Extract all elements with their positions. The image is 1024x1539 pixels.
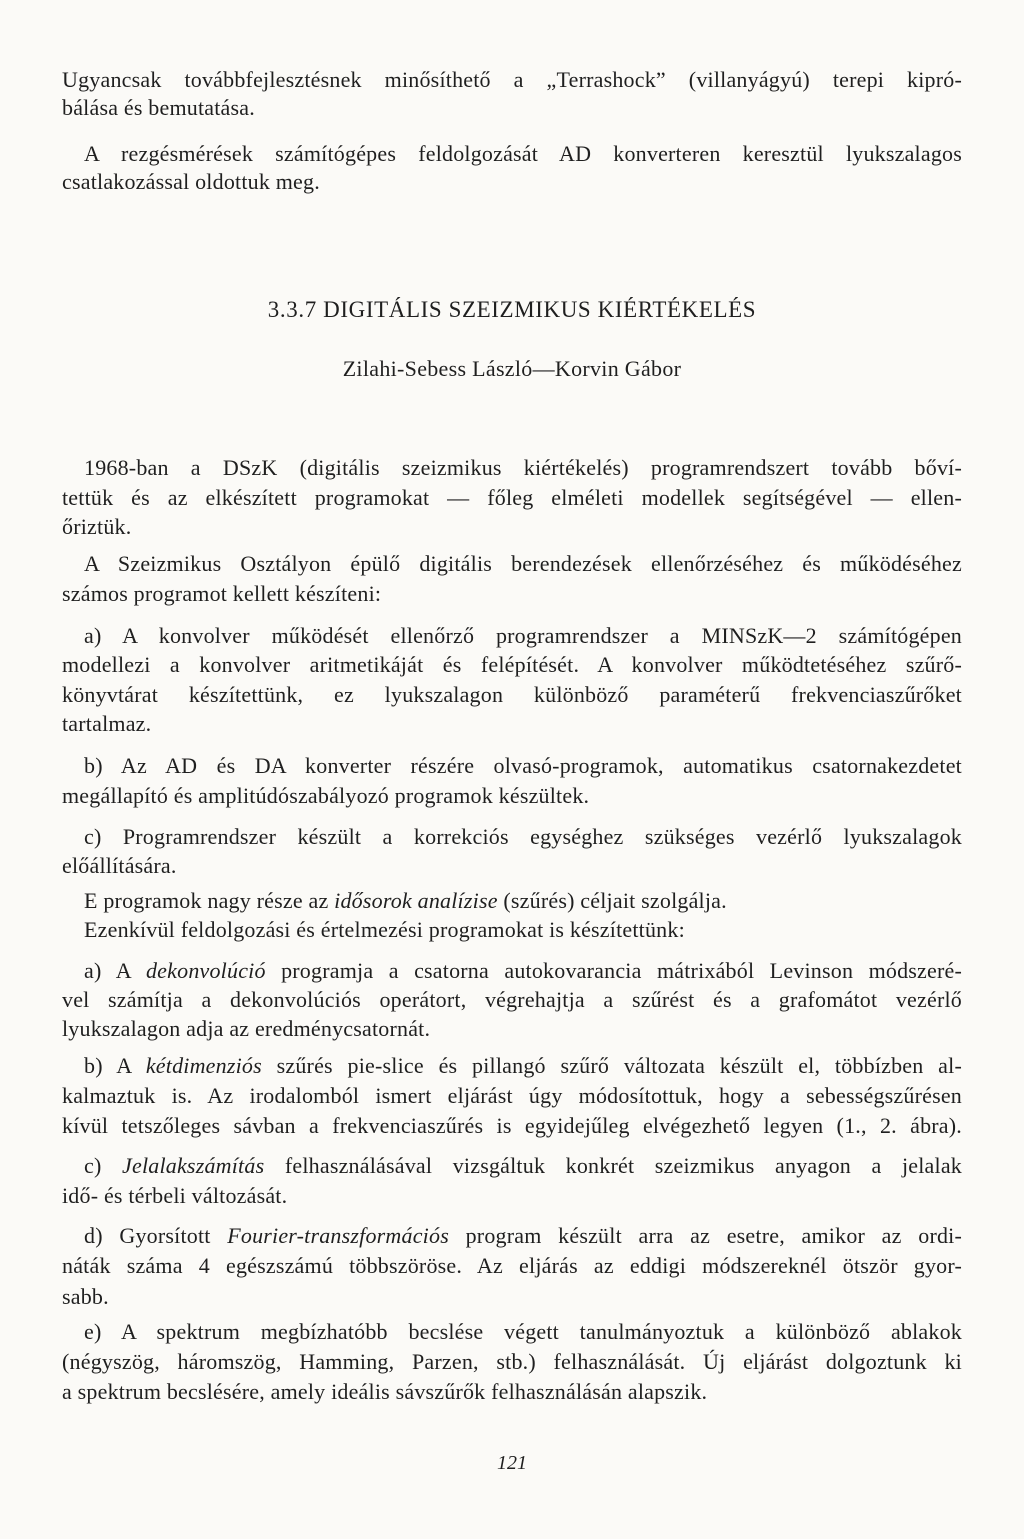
section-authors: Zilahi-Sebess László—Korvin Gábor <box>342 356 682 381</box>
item-b1-line-2: megállapító és amplitúdószabályozó programok készültek. <box>62 783 590 808</box>
item-c2-post: felhasználásával vizsgáltuk konkrét szeizmikus anyagon a jelalak <box>264 1153 962 1178</box>
item-a2-pre: a) A <box>84 958 146 983</box>
p3-emphasis: idősorok analízise <box>334 888 498 913</box>
intro-line-4: csatlakozással oldottuk meg. <box>62 169 320 194</box>
intro-line-2: bálása és bemutatása. <box>62 95 255 120</box>
item-e2-line-1: e) A spektrum megbízhatóbb becslése végett tanulmányoztuk a különböző ablakok <box>84 1319 962 1344</box>
item-d2-pre: d) Gyorsított <box>84 1223 228 1248</box>
item-b2-line-1 <box>84 1052 962 1080</box>
p1-line-3: őriztük. <box>62 514 132 539</box>
item-d2-line-3: sabb. <box>62 1284 109 1309</box>
item-a1-line-4: tartalmaz. <box>62 711 152 736</box>
p2-line-2: számos programot kellett készíteni: <box>62 581 382 606</box>
p3-line <box>84 887 984 915</box>
item-a2-line-1 <box>84 957 962 985</box>
item-a2-emphasis: dekonvolúció <box>145 958 266 983</box>
item-a1-line-1: a) A konvolver működését ellenőrző programrendszer a MINSzK—2 számítógépen <box>84 623 962 648</box>
item-a1-line-3: könyvtárat készítettünk, ez lyukszalagon különböző paraméterű frekvenciaszűrőket <box>62 682 962 707</box>
item-a2-line-3: lyukszalagon adja az eredménycsatornát. <box>62 1016 431 1041</box>
p1-line-2: tettük és az elkészített programokat — főleg elméleti modellek segítségével — ellen- <box>62 485 962 510</box>
item-c1-line-2: előállítására. <box>62 853 177 878</box>
item-b2-line-2: kalmaztuk is. Az irodalomból ismert eljárást úgy módosítottuk, hogy a sebességszűrésen <box>62 1083 962 1108</box>
p2-line-1: A Szeizmikus Osztályon épülő digitális berendezések ellenőrzéséhez és működéséhez <box>84 551 962 576</box>
p4-line: Ezenkívül feldolgozási és értelmezési programokat is készítettünk: <box>84 917 685 942</box>
item-e2-line-3: a spektrum becslésére, amely ideális sávszűrők felhasználásán alapszik. <box>62 1379 708 1404</box>
item-a1-line-2: modellezi a konvolver aritmetikáját és felépítését. A konvolver működtetéséhez szűrő- <box>62 652 962 677</box>
intro-line-3: A rezgésmérések számítógépes feldolgozását AD konverteren keresztül lyukszalagos <box>84 141 962 166</box>
item-d2-emphasis: Fourier-transzformációs <box>227 1223 449 1248</box>
item-c2-line-1 <box>84 1152 962 1180</box>
item-e2-line-2: (négyszög, háromszög, Hamming, Parzen, stb.) felhasználását. Új eljárást dolgoztunk ki <box>62 1349 962 1374</box>
p3-post: (szűrés) céljait szolgálja. <box>497 888 727 913</box>
item-b2-pre: b) A <box>84 1053 146 1078</box>
item-c1-line-1: c) Programrendszer készült a korrekciós egységhez szükséges vezérlő lyukszalagok <box>84 824 962 849</box>
item-b2-line-3: kívül tetszőleges sávban a frekvenciaszűrés is egyidejűleg elvégezhető legyen (1., 2. ábra). <box>62 1113 962 1138</box>
p1-line-1: 1968-ban a DSzK (digitális szeizmikus kiértékelés) programrendszert tovább bőví- <box>84 455 962 480</box>
item-d2-line-2: náták száma 4 egészszámú többszöröse. Az eljárás az eddigi módszereknél ötször gyor- <box>62 1253 962 1278</box>
item-c2-line-2: idő- és térbeli változását. <box>62 1183 288 1208</box>
p3-pre: E programok nagy része az <box>84 888 335 913</box>
page-number: 121 <box>497 1452 527 1474</box>
section-heading: 3.3.7 DIGITÁLIS SZEIZMIKUS KIÉRTÉKELÉS <box>267 297 757 322</box>
item-c2-emphasis: Jelalakszámítás <box>122 1153 265 1178</box>
item-b1-line-1: b) Az AD és DA konverter részére olvasó-programok, automatikus csatornakezdetet <box>84 753 962 778</box>
item-d2-line-1 <box>84 1222 962 1250</box>
item-a2-post: programja a csatorna autokovarancia mátrixából Levinson módszeré- <box>265 958 962 983</box>
intro-line-1: Ugyancsak továbbfejlesztésnek minősíthető a „Terrashock” (villanyágyú) terepi kipró- <box>62 67 962 92</box>
item-d2-post: program készült arra az esetre, amikor az ordi- <box>448 1223 963 1248</box>
item-b2-post: szűrés pie-slice és pillangó szűrő változata készült el, többízben al- <box>261 1053 962 1078</box>
item-c2-pre: c) <box>84 1153 123 1178</box>
item-b2-emphasis: kétdimenziós <box>145 1053 262 1078</box>
item-a2-line-2: vel számítja a dekonvolúciós operátort, végrehajtja a szűrést és a grafomátot vezérlő <box>62 987 962 1012</box>
